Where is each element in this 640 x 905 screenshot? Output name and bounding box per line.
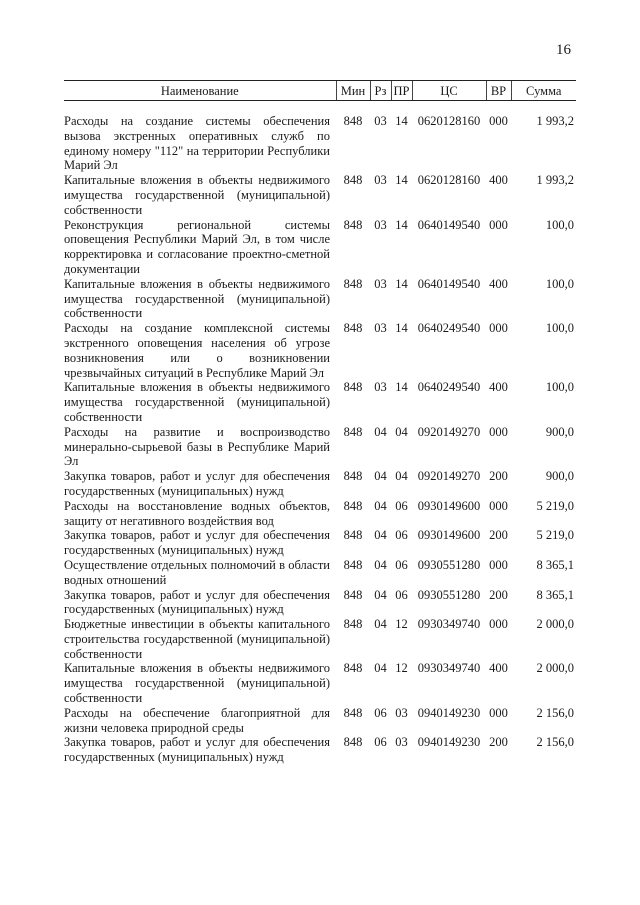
header-name: Наименование [64, 81, 336, 101]
row-rz: 04 [374, 617, 387, 632]
row-sum: 100,0 [545, 276, 574, 291]
row-min: 848 [343, 469, 363, 484]
row-cs: 0940149230 [417, 735, 481, 750]
table-row [64, 661, 576, 705]
row-rz: 06 [374, 705, 387, 720]
row-cs: 0640249540 [417, 380, 481, 395]
row-cs: 0640249540 [417, 321, 481, 336]
row-name: Капитальные вложения в объекты недвижимого имущества государственной (муниципальной) собственности [64, 661, 330, 706]
row-min: 848 [343, 528, 363, 543]
row-min: 848 [343, 587, 363, 602]
row-sum: 8 365,1 [536, 557, 574, 572]
row-cs: 0920149270 [417, 469, 481, 484]
row-sum: 1 993,2 [536, 114, 574, 128]
row-pr: 12 [395, 617, 408, 632]
row-name: Расходы на восстановление водных объектов, защиту от негативного воздействия вод [64, 498, 330, 528]
row-rz: 03 [374, 114, 387, 128]
row-sum: 8 365,1 [536, 587, 574, 602]
row-rz: 03 [374, 217, 387, 232]
row-pr: 14 [395, 173, 408, 188]
header-rz: Рз [370, 81, 391, 101]
row-vr: 200 [489, 587, 508, 602]
table-row [64, 617, 576, 661]
row-vr: 200 [489, 528, 508, 543]
header-min: Мин [336, 81, 370, 101]
row-name: Расходы на создание системы обеспечения вызова экстренных оперативных служб по единому номеру "112" на территории Республики Марий Эл [64, 114, 330, 173]
table-row [64, 499, 576, 529]
row-vr: 000 [489, 114, 508, 128]
row-min: 848 [343, 498, 363, 513]
row-name: Капитальные вложения в объекты недвижимого имущества государственной (муниципальной) собственности [64, 276, 330, 321]
row-min: 848 [343, 661, 363, 676]
row-name: Закупка товаров, работ и услуг для обеспечения государственных (муниципальных) нужд [64, 528, 330, 558]
budget-table [64, 80, 576, 765]
row-min: 848 [343, 114, 363, 128]
row-name: Капитальные вложения в объекты недвижимого имущества государственной (муниципальной) собственности [64, 173, 330, 217]
row-sum: 5 219,0 [536, 528, 574, 543]
table-row [64, 735, 576, 765]
row-rz: 04 [374, 661, 387, 676]
row-name: Реконструкция региональной системы оповещения Республики Марий Эл, в том числе корректировка и согласование проектно-сметной документации [64, 217, 330, 276]
table-row [64, 101, 576, 174]
row-sum: 900,0 [545, 469, 574, 484]
row-rz: 04 [374, 587, 387, 602]
row-min: 848 [343, 217, 363, 232]
row-vr: 400 [489, 661, 508, 676]
row-cs: 0930349740 [417, 661, 481, 676]
row-min: 848 [343, 276, 363, 291]
row-pr: 03 [395, 705, 408, 720]
row-vr: 200 [489, 469, 508, 484]
table-header-row [64, 81, 576, 101]
row-cs: 0640149540 [417, 217, 481, 232]
row-name: Расходы на создание комплексной системы экстренного оповещения населения об угрозе возникновения или о возникновении чрезвычайных ситуаций в Республике Марий Эл [64, 321, 330, 380]
table-row [64, 277, 576, 321]
row-sum: 5 219,0 [536, 498, 574, 513]
row-cs: 0930551280 [417, 557, 481, 572]
row-vr: 000 [489, 705, 508, 720]
row-pr: 04 [395, 469, 408, 484]
row-vr: 000 [489, 617, 508, 632]
row-cs: 0620128160 [417, 114, 481, 128]
row-sum: 900,0 [545, 424, 574, 439]
row-cs: 0930349740 [417, 617, 481, 632]
header-pr: ПР [391, 81, 412, 101]
row-name: Расходы на обеспечение благоприятной для жизни человека природной среды [64, 705, 330, 735]
row-vr: 000 [489, 424, 508, 439]
table-row [64, 706, 576, 736]
row-vr: 400 [489, 276, 508, 291]
header-cs: ЦС [412, 81, 486, 101]
table-row [64, 528, 576, 558]
row-pr: 03 [395, 735, 408, 750]
table-row [64, 380, 576, 424]
row-cs: 0930551280 [417, 587, 481, 602]
row-min: 848 [343, 557, 363, 572]
row-sum: 2 000,0 [536, 661, 574, 676]
row-sum: 2 156,0 [536, 705, 574, 720]
row-rz: 04 [374, 424, 387, 439]
row-vr: 000 [489, 557, 508, 572]
row-pr: 14 [395, 217, 408, 232]
row-vr: 400 [489, 380, 508, 395]
row-pr: 06 [395, 498, 408, 513]
row-cs: 0620128160 [417, 173, 481, 188]
row-cs: 0920149270 [417, 424, 481, 439]
row-vr: 000 [489, 217, 508, 232]
row-pr: 14 [395, 321, 408, 336]
table-row [64, 173, 576, 217]
row-pr: 14 [395, 276, 408, 291]
header-sum: Сумма [511, 81, 576, 101]
row-vr: 200 [489, 735, 508, 750]
row-sum: 1 993,2 [536, 173, 574, 188]
row-name: Расходы на развитие и воспроизводство минерально-сырьевой базы в Республике Марий Эл [64, 424, 330, 469]
row-min: 848 [343, 321, 363, 336]
table-row [64, 218, 576, 277]
row-rz: 03 [374, 380, 387, 395]
header-vr: ВР [486, 81, 511, 101]
row-sum: 100,0 [545, 321, 574, 336]
row-rz: 04 [374, 469, 387, 484]
row-vr: 000 [489, 498, 508, 513]
row-rz: 04 [374, 498, 387, 513]
row-cs: 0640149540 [417, 276, 481, 291]
row-min: 848 [343, 705, 363, 720]
row-rz: 06 [374, 735, 387, 750]
table-row [64, 321, 576, 380]
row-rz: 03 [374, 276, 387, 291]
row-pr: 14 [395, 380, 408, 395]
row-rz: 03 [374, 173, 387, 188]
row-vr: 400 [489, 173, 508, 188]
row-pr: 04 [395, 424, 408, 439]
table-row [64, 469, 576, 499]
row-min: 848 [343, 735, 363, 750]
row-vr: 000 [489, 321, 508, 336]
row-pr: 12 [395, 661, 408, 676]
row-name: Закупка товаров, работ и услуг для обеспечения государственных (муниципальных) нужд [64, 469, 330, 498]
row-cs: 0930149600 [417, 498, 481, 513]
row-sum: 2 000,0 [536, 617, 574, 632]
row-cs: 0940149230 [417, 705, 481, 720]
table-row [64, 425, 576, 469]
row-rz: 03 [374, 321, 387, 336]
row-name: Закупка товаров, работ и услуг для обеспечения государственных (муниципальных) нужд [64, 587, 330, 617]
row-name: Осуществление отдельных полномочий в области водных отношений [64, 557, 330, 587]
row-min: 848 [343, 617, 363, 632]
row-sum: 2 156,0 [536, 735, 574, 750]
row-pr: 06 [395, 528, 408, 543]
row-min: 848 [343, 380, 363, 395]
row-pr: 14 [395, 114, 408, 128]
row-min: 848 [343, 173, 363, 188]
row-name: Капитальные вложения в объекты недвижимого имущества государственной (муниципальной) собственности [64, 380, 330, 424]
row-name: Бюджетные инвестиции в объекты капитального строительства государственной (муниципальной) собственности [64, 617, 330, 661]
row-name: Закупка товаров, работ и услуг для обеспечения государственных (муниципальных) нужд [64, 735, 330, 765]
row-sum: 100,0 [545, 217, 574, 232]
row-rz: 04 [374, 557, 387, 572]
row-pr: 06 [395, 557, 408, 572]
row-rz: 04 [374, 528, 387, 543]
row-sum: 100,0 [545, 380, 574, 395]
table-row [64, 558, 576, 588]
table-row [64, 588, 576, 618]
row-pr: 06 [395, 587, 408, 602]
page-number: 16 [556, 42, 571, 58]
row-cs: 0930149600 [417, 528, 481, 543]
row-min: 848 [343, 424, 363, 439]
